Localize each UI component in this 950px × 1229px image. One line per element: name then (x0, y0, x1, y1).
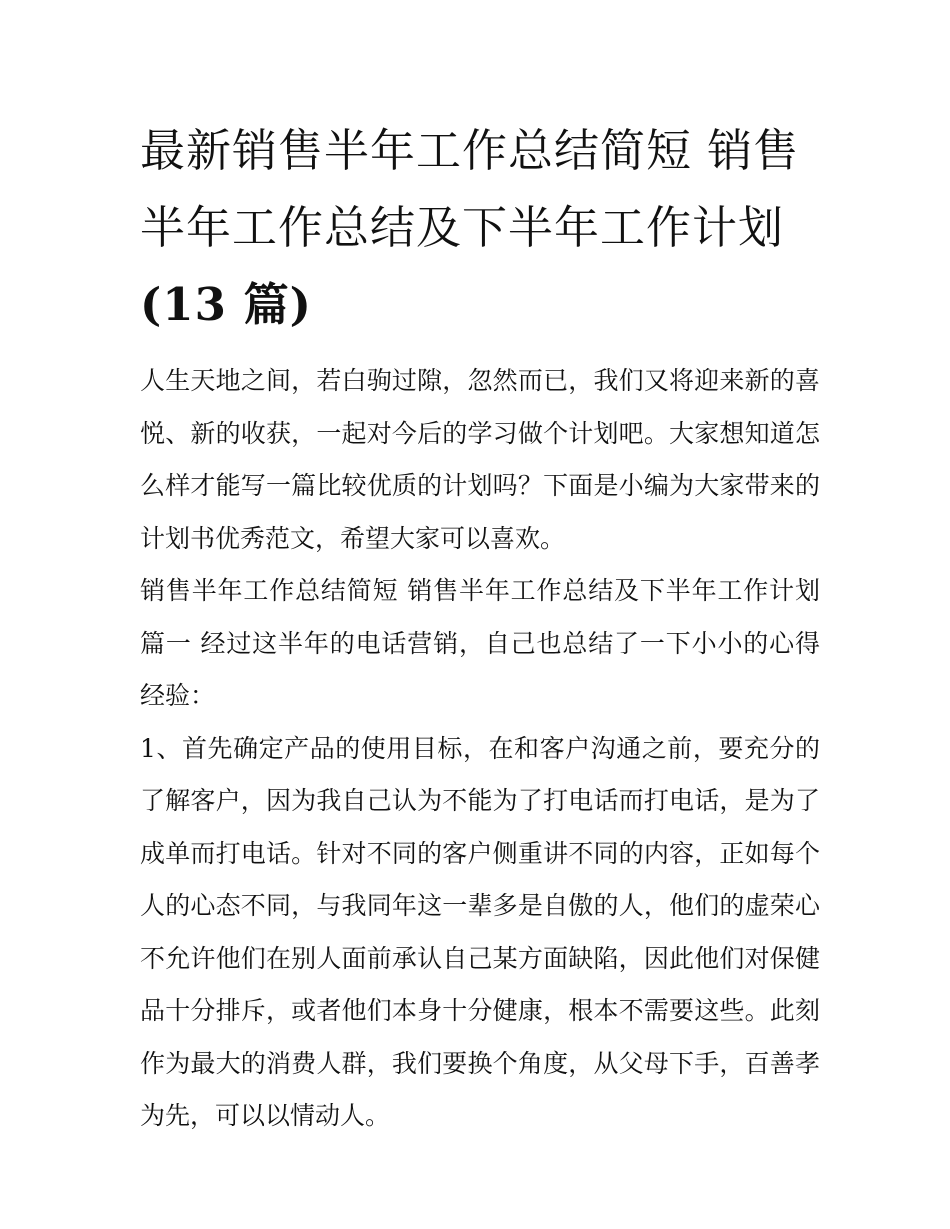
title-text: 最新销售半年工作总结简短 销售半年工作总结及下半年工作计划 (140, 124, 800, 254)
title-count: (13 篇) (140, 278, 312, 331)
document-page (140, 112, 820, 1143)
document-title (140, 112, 820, 343)
section-heading-paragraph: 销售半年工作总结简短 销售半年工作总结及下半年工作计划篇一 经过这半年的电话营销，自己也总结了一下小小的心得经验： (140, 576, 820, 710)
intro-paragraph: 人生天地之间，若白驹过隙，忽然而已，我们又将迎来新的喜悦、新的收获，一起对今后的学习做个计划吧。大家想知道怎么样才能写一篇比较优质的计划吗？下面是小编为大家带来的计划书优秀范文，希望大家可以喜欢。 (140, 366, 820, 553)
document-body (140, 355, 820, 1143)
point-one-paragraph: 1、首先确定产品的使用目标，在和客户沟通之前，要充分的了解客户，因为我自己认为不能为了打电话而打电话，是为了成单而打电话。针对不同的客户侧重讲不同的内容，正如每个人的心态不同，与我同年这一辈多是自傲的人，他们的虚荣心不允许他们在别人面前承认自己某方面缺陷，因此他们对保健品十分排斥，或者他们本身十分健康，根本不需要这些。此刻作为最大的消费人群，我们要换个角度，从父母下手，百善孝为先，可以以情动人。 (140, 733, 820, 1130)
